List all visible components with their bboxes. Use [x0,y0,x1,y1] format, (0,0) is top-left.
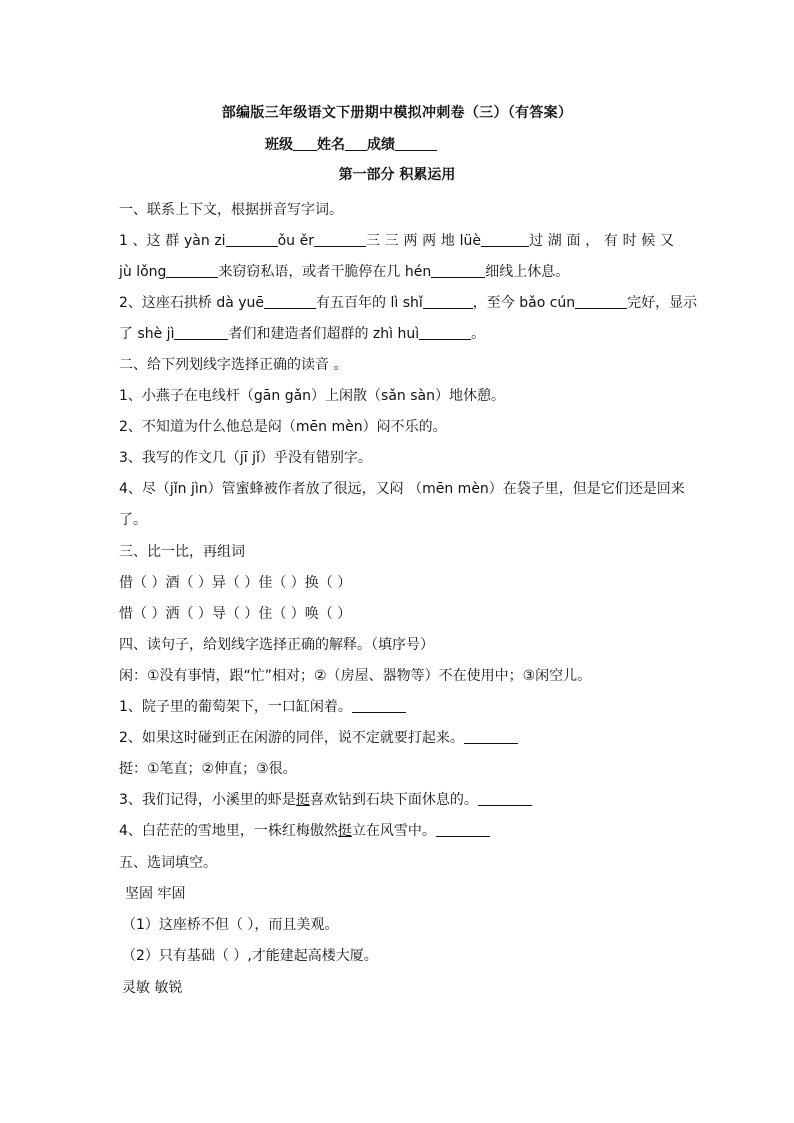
s1-line-1 [119,230,674,250]
text: 过 湖 面 ， 有 时 候 又 [528,233,674,249]
answer-blank [481,232,529,247]
section-2-heading: 二、给下列划线字选择正确的读音 。 [119,357,348,373]
s4-question-1 [119,696,406,716]
section-3-heading: 三、比一比，再组词 [119,544,245,560]
section-5-heading: 五、选词填空。 [119,855,217,871]
answer-blank [575,294,627,309]
text: 者们和建造者们超群的 zhì huì [228,326,420,342]
answer-blank [436,822,490,837]
s3-row-2: 惜（ ）洒（ ）导（ ）住（ ）唤（ ） [119,606,352,622]
answer-blank [419,325,471,340]
answer-blank [423,294,473,309]
s5-question-2: （2）只有基础（ ）,才能建起高楼大厦。 [122,948,378,964]
answer-blank [431,263,485,278]
text: 喜欢钻到石块下面休息的。 [309,792,478,808]
s2-question-2: 2、不知道为什么他总是闷（mēn mèn）闷不乐的。 [119,419,447,435]
text: jù lǒng [119,264,167,280]
text: 三 三 两 两 地 lüè [365,233,481,249]
s4-question-3 [119,789,532,809]
s5-word-pair-1: 坚固 牢固 [125,886,186,902]
answer-blank [264,294,316,309]
text: 完好，显示 [627,295,698,311]
class-blank [293,136,317,151]
s4-question-4 [119,820,490,840]
text: 来窃窃私语，或者干脆停在几 hén [218,264,432,280]
text: ，至今 bǎo cún [472,295,576,311]
answer-blank [464,729,518,744]
score-label: 成绩 [367,137,395,153]
text: 1 、这 群 yàn zi [119,233,226,249]
doc-title: 部编版三年级语文下册期中模拟冲刺卷（三）（有答案） [221,105,573,121]
underlined-char: 挺 [295,792,310,808]
name-blank [345,136,367,151]
s2-question-1: 1、小燕子在电线杆（gān gǎn）上闲散（sǎn sàn）地休憩。 [119,388,505,404]
s5-word-pair-2: 灵敏 敏锐 [122,980,183,996]
answer-blank [226,232,278,247]
s4-question-2 [119,727,518,747]
s1-line-4 [119,323,485,343]
text: 有五百年的 lì shǐ [316,295,423,311]
s2-question-3: 3、我写的作文几（jī jǐ）乎没有错别字。 [119,450,372,466]
s1-line-2 [119,261,569,281]
text: 2、如果这时碰到正在闲游的同伴，说不定就要打起来。 [119,730,464,746]
part-heading: 第一部分 积累运用 [338,167,456,183]
text: 细线上休息。 [485,264,570,280]
answer-blank [314,232,366,247]
s2-question-4-cont: 了。 [119,512,147,528]
text: 2、这座石拱桥 dà yuē [119,295,265,311]
text: 了 shè jì [119,326,175,342]
answer-blank [166,263,218,278]
text: 立在风雪中。 [351,823,436,839]
answer-blank [174,325,228,340]
underlined-char: 挺 [337,823,352,839]
section-1-heading: 一、联系上下文，根据拼音写字词。 [119,202,343,218]
class-label: 班级 [265,137,293,153]
section-4-heading: 四、读句子，给划线字选择正确的解释。（填序号） [119,637,434,653]
text: 4、白茫茫的雪地里，一株红梅傲然 [119,823,338,839]
s1-line-3 [119,292,698,312]
answer-blank [352,698,406,713]
text: ǒu ěr [277,233,314,249]
name-label: 姓名 [317,137,345,153]
s3-row-1: 借（ ）酒（ ）异（ ）佳（ ）换（ ） [119,575,352,591]
score-blank [395,136,437,151]
text: 3、我们记得，小溪里的虾是 [119,792,296,808]
answer-blank [478,791,532,806]
s5-question-1: （1）这座桥不但（ ），而且美观。 [122,917,339,933]
student-info-line [265,134,437,154]
s4-definition-2: 挺：①笔直；②伸直；③很。 [119,761,297,777]
s2-question-4: 4、尽（jǐn jìn）管蜜蜂被作者放了很远，又闷 （mēn mèn）在袋子里，但是它们还是回来 [119,481,685,497]
text: 。 [471,326,486,342]
s4-definition-1: 闲：①没有事情，跟“忙”相对；②（房屋、器物等）不在使用中；③闲空儿。 [119,668,592,684]
text: 1、院子里的葡萄架下，一口缸闲着。 [119,699,352,715]
